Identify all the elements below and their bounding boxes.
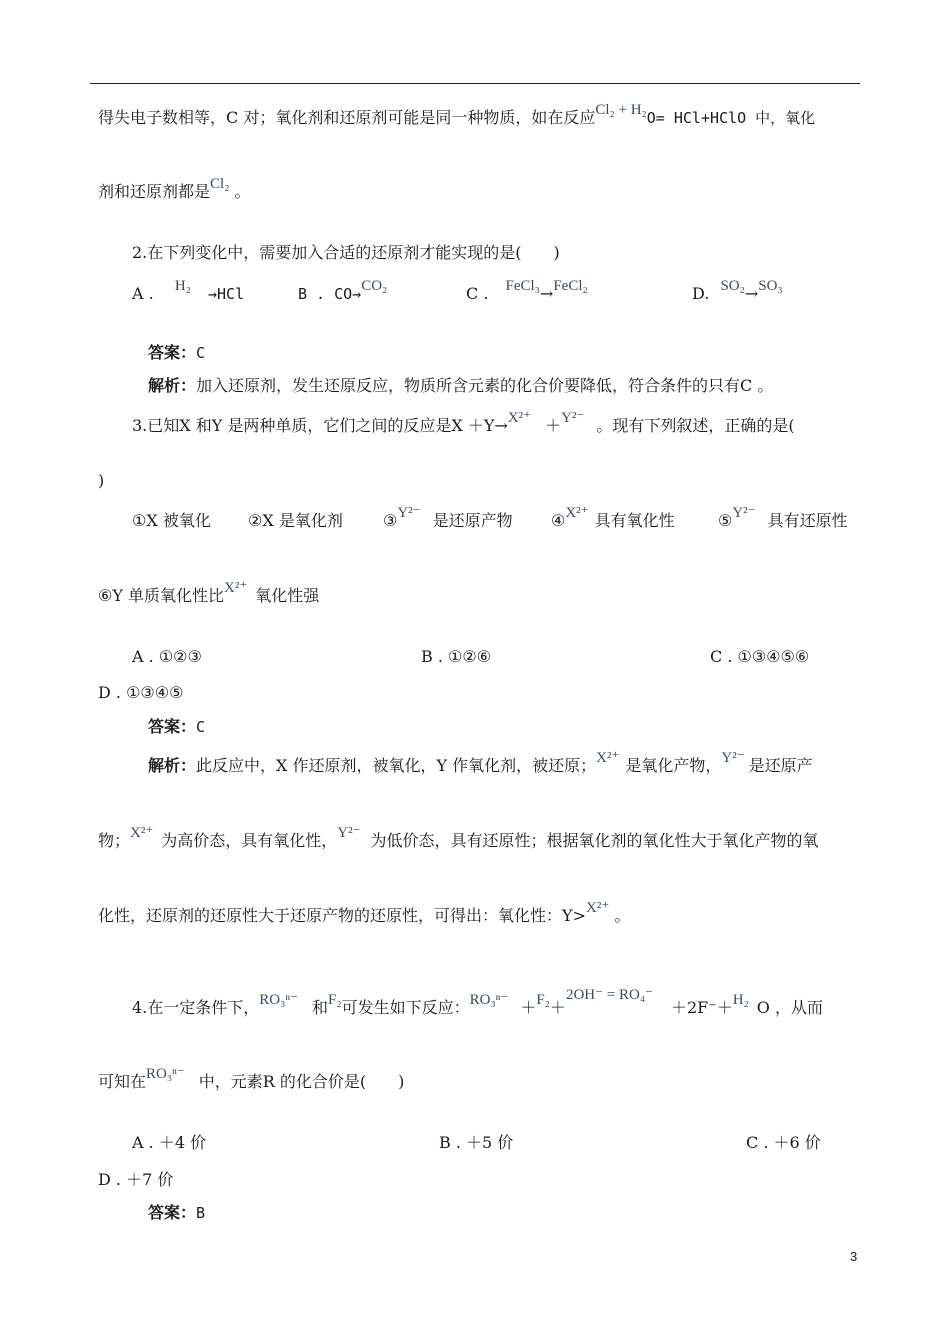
text: ＋2F⁻＋ bbox=[670, 998, 733, 1017]
analysis-text: 此反应中，X 作还原剂，被氧化，Y 作氧化剂，被还原； bbox=[196, 756, 597, 775]
text: 具有还原性 bbox=[767, 511, 848, 530]
formula-image: CO₂ bbox=[361, 278, 388, 294]
text: 剂和还原剂都是 bbox=[98, 182, 211, 201]
analysis-text: 为低价态，具有还原性；根据氧化剂的氧化性大于氧化产物的氧 bbox=[370, 831, 819, 850]
formula-image: SO₂ bbox=[720, 278, 745, 294]
option-d bbox=[692, 278, 783, 305]
option-b bbox=[298, 278, 388, 305]
analysis-text: 为高价态，具有氧化性， bbox=[161, 831, 338, 850]
formula-image: H₂ bbox=[732, 992, 749, 1008]
formula-image: X²⁺ bbox=[565, 505, 589, 521]
statement-6 bbox=[98, 580, 320, 607]
option-d: D . ①③④⑤ bbox=[98, 683, 184, 702]
formula-image: FeCl₃ bbox=[505, 278, 540, 294]
text: ＋ bbox=[545, 416, 562, 435]
text: →HCl bbox=[207, 285, 245, 303]
analysis-line bbox=[98, 900, 631, 927]
analysis-line bbox=[148, 750, 813, 777]
analysis-text: 是还原产 bbox=[748, 756, 813, 775]
statement-3 bbox=[383, 505, 513, 532]
text: 3.已知X 和Y 是两种单质，它们之间的反应是X ＋Y→ bbox=[132, 416, 508, 435]
text: ＋ bbox=[549, 998, 566, 1017]
answer-label: 答案： bbox=[148, 717, 197, 736]
text: 是还原产物 bbox=[432, 511, 513, 530]
text: ⑤ bbox=[718, 511, 733, 530]
option-label: B . CO→ bbox=[298, 285, 362, 303]
option-b: B . ①②⑥ bbox=[421, 647, 492, 666]
option-c: C . ＋6 价 bbox=[746, 1133, 821, 1152]
formula-image: X²⁺ bbox=[596, 750, 620, 766]
formula-image: F₂ bbox=[328, 992, 342, 1008]
formula-image: Cl₂ + H₂ bbox=[595, 102, 647, 118]
formula-image: RO₃ⁿ⁻ bbox=[469, 992, 509, 1008]
answer-label: 答案： bbox=[148, 343, 197, 362]
statement-5 bbox=[718, 505, 848, 532]
analysis-label: 解析： bbox=[148, 376, 197, 395]
text: 具有氧化性 bbox=[594, 511, 675, 530]
answer-value: C bbox=[196, 718, 206, 736]
text: 可发生如下反应： bbox=[341, 998, 470, 1017]
option-a bbox=[132, 278, 245, 305]
text: 。 bbox=[229, 182, 251, 201]
text: 和 bbox=[312, 998, 329, 1017]
question-stem bbox=[132, 987, 823, 1019]
analysis-line bbox=[148, 376, 773, 396]
formula-image: Y²⁻ bbox=[337, 825, 361, 841]
question-stem-cont: ) bbox=[98, 471, 105, 490]
answer-line bbox=[148, 343, 205, 363]
statement-4 bbox=[551, 505, 675, 532]
text: 中，元素R 的化合价是( ) bbox=[198, 1072, 405, 1091]
arrow: → bbox=[539, 284, 554, 303]
formula-image: FeCl₂ bbox=[553, 278, 588, 294]
formula-image: H₂ bbox=[174, 278, 191, 294]
option-label: C . bbox=[466, 284, 489, 303]
option-a: A . ①②③ bbox=[132, 647, 202, 666]
text: ④ bbox=[551, 511, 566, 530]
formula-image: Y²⁻ bbox=[721, 750, 745, 766]
text: 可知在 bbox=[98, 1072, 147, 1091]
text: O= HCl+HClO 中，氧化 bbox=[646, 109, 816, 127]
text: O ，从而 bbox=[756, 998, 823, 1017]
question-stem-cont bbox=[98, 1066, 405, 1093]
text: ⑥Y 单质氧化性比 bbox=[98, 586, 224, 605]
analysis-label: 解析： bbox=[148, 756, 197, 775]
formula-image: F₂ bbox=[536, 992, 550, 1008]
formula-image: Cl₂ bbox=[210, 176, 230, 192]
analysis-text: 。 bbox=[609, 906, 631, 925]
answer-line bbox=[148, 1203, 205, 1223]
option-c: C . ①③④⑤⑥ bbox=[710, 647, 810, 666]
formula-image: SO₃ bbox=[758, 278, 783, 294]
header-rule bbox=[90, 83, 860, 84]
formula-image: X²⁺ bbox=[585, 900, 610, 916]
text: ＋ bbox=[520, 998, 537, 1017]
formula-image: RO₃ⁿ⁻ bbox=[146, 1066, 185, 1082]
formula-image: 2OH⁻ = RO₄⁻ bbox=[565, 987, 653, 1003]
option-label: D. bbox=[692, 284, 710, 303]
text: 。现有下列叙述，正确的是( bbox=[596, 416, 795, 435]
option-c bbox=[466, 278, 588, 305]
option-a: A . ＋4 价 bbox=[132, 1133, 207, 1152]
formula-image: RO₃ⁿ⁻ bbox=[259, 992, 298, 1008]
answer-value: C bbox=[196, 344, 206, 362]
text: 得失电子数相等，C 对；氧化剂和还原剂可能是同一种物质，如在反应 bbox=[98, 108, 596, 127]
text: ③ bbox=[383, 511, 398, 530]
statement-1: ①X 被氧化 bbox=[132, 511, 211, 530]
option-label: A . bbox=[132, 284, 154, 303]
formula-image: Y²⁻ bbox=[561, 410, 585, 426]
text: 氧化性强 bbox=[255, 586, 320, 605]
formula-image: X²⁺ bbox=[507, 410, 532, 426]
analysis-text: 物； bbox=[98, 831, 131, 850]
formula-image: X²⁺ bbox=[130, 825, 154, 841]
analysis-line bbox=[98, 825, 819, 852]
question-stem bbox=[132, 410, 795, 437]
answer-label: 答案： bbox=[148, 1203, 197, 1222]
answer-value: B bbox=[196, 1204, 206, 1222]
analysis-text: 是氧化产物， bbox=[625, 756, 722, 775]
arrow: → bbox=[744, 284, 759, 303]
text-line bbox=[98, 176, 251, 203]
text: 4.在一定条件下， bbox=[132, 998, 260, 1017]
text-line bbox=[98, 102, 816, 129]
formula-image: X²⁺ bbox=[224, 580, 248, 596]
statement-2: ②X 是氧化剂 bbox=[248, 511, 343, 530]
option-d: D . ＋7 价 bbox=[98, 1170, 174, 1189]
formula-image: Y²⁻ bbox=[732, 505, 756, 521]
formula-image: Y²⁻ bbox=[397, 505, 421, 521]
page-number: 3 bbox=[850, 1249, 858, 1264]
analysis-text: 化性，还原剂的还原性大于还原产物的还原性，可得出：氧化性：Y> bbox=[98, 906, 586, 925]
answer-line bbox=[148, 717, 205, 737]
question-stem: 2.在下列变化中，需要加入合适的还原剂才能实现的是( ) bbox=[132, 243, 560, 262]
analysis-text: 加入还原剂，发生还原反应，物质所含元素的化合价要降低，符合条件的只有C 。 bbox=[196, 376, 774, 395]
option-b: B . ＋5 价 bbox=[439, 1133, 514, 1152]
